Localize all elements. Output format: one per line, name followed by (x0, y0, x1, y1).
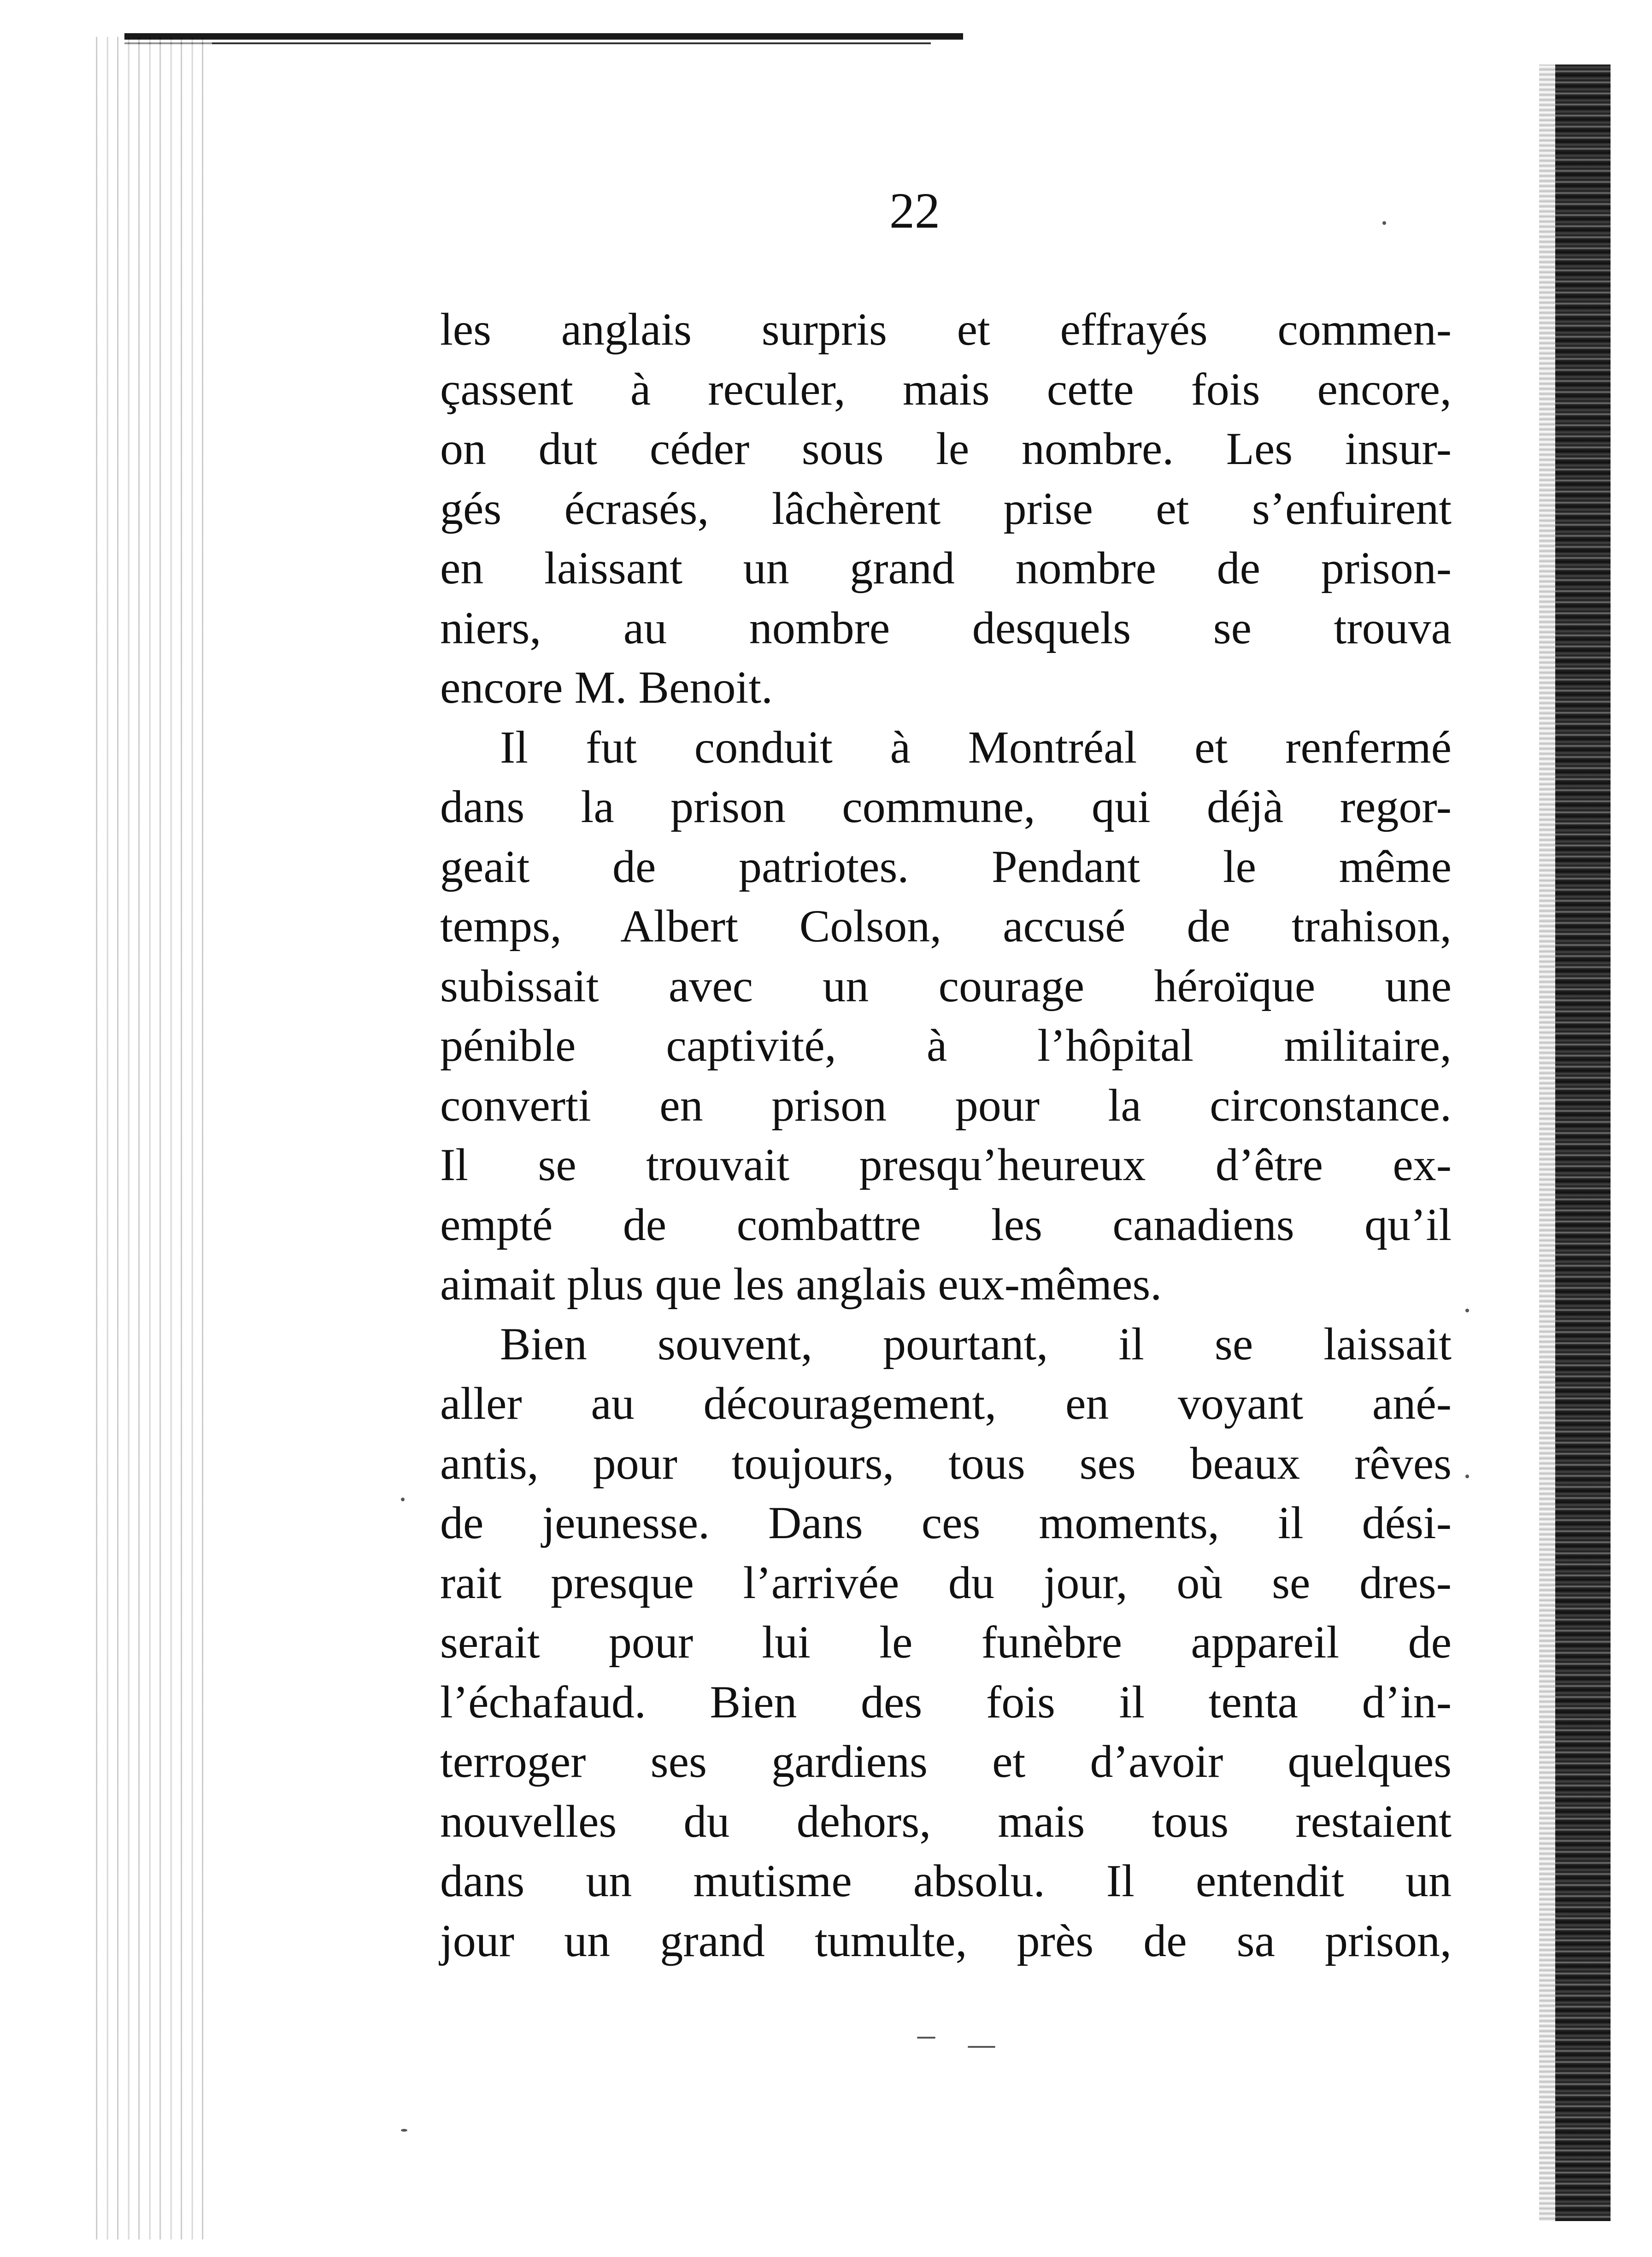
text-line: Il fut conduit à Montréal et renfermé (500, 721, 1452, 773)
text-line: antis, pour toujours, tous ses beaux rêves (440, 1437, 1452, 1489)
text-line: aimait plus que les anglais eux-mêmes. (440, 1258, 1162, 1310)
scan-top-rule-thin (124, 42, 931, 44)
text-line: Il se trouvait presqu’heureux d’être ex- (440, 1139, 1452, 1190)
text-line: on dut céder sous le nombre. Les insur- (440, 423, 1452, 474)
scan-speck (401, 2129, 407, 2132)
text-line: subissait avec un courage héroïque une (440, 960, 1452, 1011)
text-line: pénible captivité, à l’hôpital militaire, (440, 1020, 1452, 1071)
scan-left-edge (88, 37, 212, 2239)
scan-right-edge-fade (1539, 65, 1558, 2221)
scan-right-edge (1555, 65, 1611, 2221)
text-line: niers, au nombre desquels se trouva (440, 602, 1452, 653)
scan-speck (917, 2037, 935, 2039)
text-line: geait de patriotes. Pendant le même (440, 840, 1452, 892)
text-line: encore M. Benoit. (440, 662, 773, 713)
text-line: les anglais surpris et effrayés commen- (440, 304, 1452, 355)
text-line: gés écrasés, lâchèrent prise et s’enfuirent (440, 482, 1452, 534)
text-line: converti en prison pour la circonstance. (440, 1079, 1452, 1131)
text-line: en laissant un grand nombre de prison- (440, 542, 1452, 594)
scan-speck (1465, 1475, 1469, 1478)
text-line: dans la prison commune, qui déjà regor- (440, 781, 1452, 832)
text-line: empté de combattre les canadiens qu’il (440, 1199, 1452, 1250)
scan-speck (401, 1498, 405, 1501)
text-line: temps, Albert Colson, accusé de trahison, (440, 900, 1452, 952)
scan-speck (1465, 1309, 1469, 1312)
text-line: nouvelles du dehors, mais tous restaient (440, 1795, 1452, 1847)
body-text (440, 300, 1452, 1970)
scan-top-rule (124, 33, 963, 40)
text-line: terroger ses gardiens et d’avoir quelques (440, 1736, 1452, 1787)
text-line: dans un mutisme absolu. Il entendit un (440, 1855, 1452, 1906)
text-line: aller au découragement, en voyant ané- (440, 1378, 1452, 1429)
page-number: 22 (889, 182, 940, 239)
text-line: rait presque l’arrivée du jour, où se dres- (440, 1557, 1452, 1608)
text-line: de jeunesse. Dans ces moments, il dési- (440, 1497, 1452, 1548)
text-line: çassent à reculer, mais cette fois encore, (440, 363, 1452, 415)
text-line: jour un grand tumulte, près de sa prison, (440, 1915, 1452, 1966)
scan-speck (968, 2046, 995, 2048)
scan-speck (1382, 221, 1386, 225)
text-line: Bien souvent, pourtant, il se laissait (500, 1318, 1452, 1369)
text-line: l’échafaud. Bien des fois il tenta d’in- (440, 1676, 1452, 1728)
text-line: serait pour lui le funèbre appareil de (440, 1616, 1452, 1668)
